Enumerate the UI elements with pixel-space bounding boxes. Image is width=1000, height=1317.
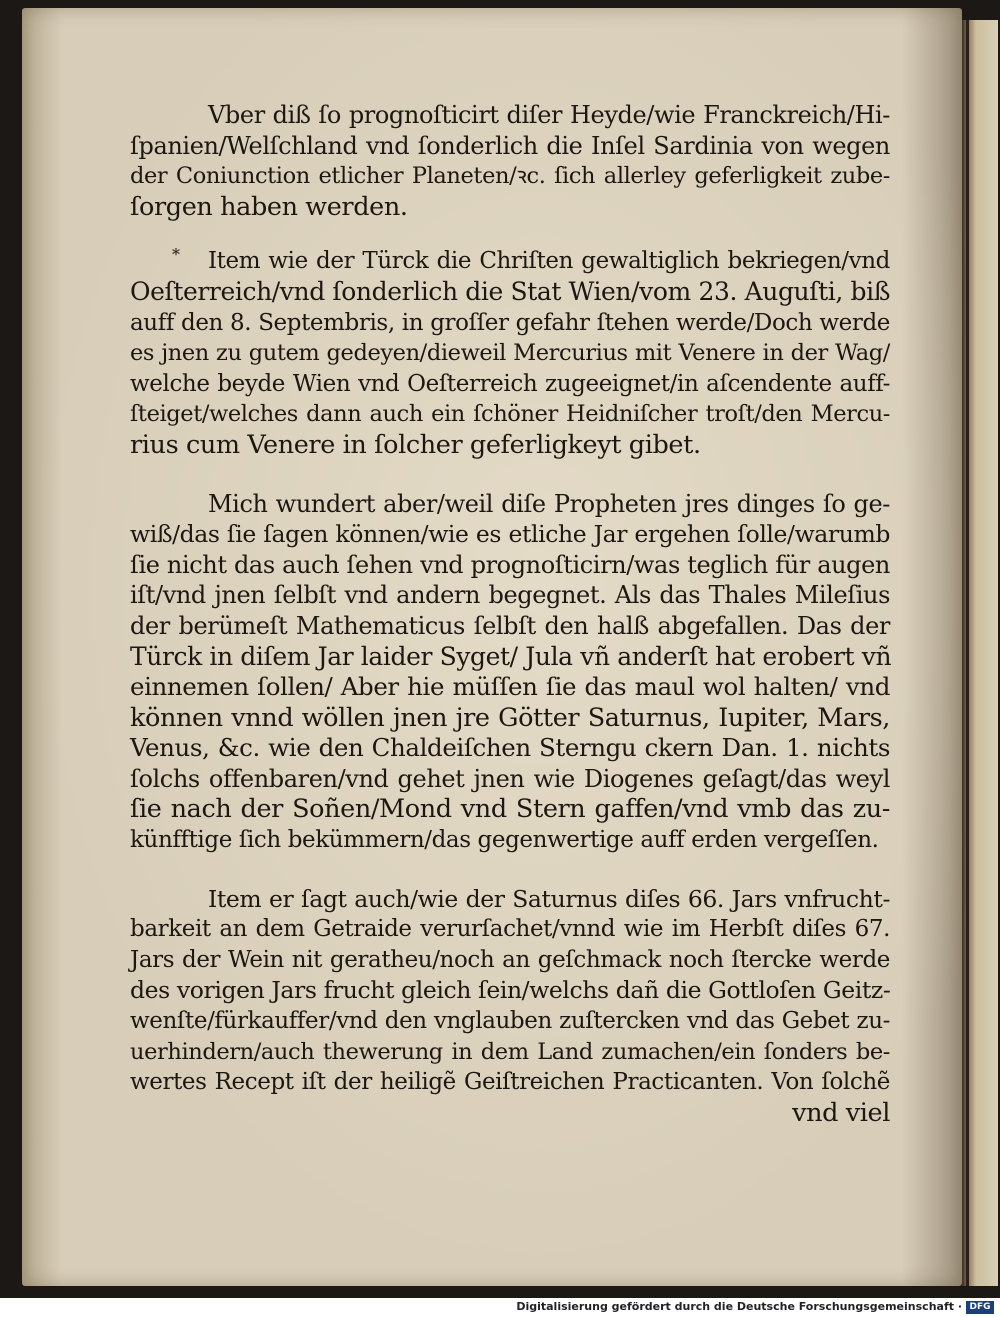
footer-banner	[0, 1298, 1000, 1317]
text-line: Oeſterreich/vnd ſonderlich die Stat Wien/vom 23. Auguſti, biß	[130, 276, 890, 306]
text-line: wenſte/fürkauffer/vnd den vnglauben zuſtercken vnd das Gebet zu-	[130, 1008, 890, 1035]
text-line: des vorigen Jars frucht gleich ſein/welchs dañ die Gottloſen Geitz-	[130, 976, 891, 1005]
text-line: ſolchs offenbaren/vnd gehet jnen wie Diogenes geſagt/das weyl	[130, 764, 890, 793]
text-line: Türck in diſem Jar laider Syget/ Jula vñ anderſt hat erobert vñ	[130, 641, 892, 671]
text-line: iſt/vnd jnen ſelbſt vnd andern begegnet. Als das Thales Mileſius	[130, 581, 890, 610]
text-line: ſteiget/welches dann auch ein ſchöner Heidniſcher troſt/den Mercu-	[130, 401, 890, 428]
paragraph-2	[130, 246, 890, 460]
text-line: Vber diß ſo prognoſticirt diſer Heyde/wie Franckreich/Hi-	[208, 101, 890, 129]
page-text-block	[130, 100, 890, 1128]
text-line: künfftige ſich bekümmern/das gegenwertige auff erden vergeſſen.	[130, 827, 879, 854]
text-line: wiß/das ſie ſagen können/wie es etliche Jar ergehen ſolle/warumb	[130, 520, 890, 549]
text-line: Venus, &c. wie den Chaldeiſchen Sterngu ckern Dan. 1. nichts	[130, 733, 890, 763]
text-line: der Coniunction etlicher Planeten/ꝛc. ſich allerley geferligkeit zube-	[130, 163, 890, 190]
dfg-logo-icon: DFG	[966, 1301, 994, 1314]
text-line: ſie nach der Soñen/Mond vnd Stern gaffen/vnd vmb das zu-	[130, 794, 890, 825]
text-line: rius cum Venere in ſolcher geferligkeyt gibet.	[130, 429, 701, 460]
paragraph-4	[130, 884, 890, 1129]
text-line: Item er ſagt auch/wie der Saturnus diſes 66. Jars vnfrucht-	[208, 884, 890, 913]
paragraph-3	[130, 489, 890, 856]
text-line: Item wie der Türck die Chriſten gewaltiglich bekriegen/vnd	[208, 248, 890, 275]
paragraph-1	[130, 100, 890, 222]
book-spine	[966, 20, 969, 1286]
margin-asterisk-mark: *	[172, 245, 180, 264]
text-line: ſorgen haben werden.	[130, 191, 408, 222]
text-line: der berümeſt Mathematicus ſelbſt den halß abgefallen. Das der	[130, 611, 890, 640]
text-line: Mich wundert aber/weil diſe Propheten jres dinges ſo ge-	[208, 489, 890, 518]
text-line: ſpanien/Welſchland vnd ſonderlich die Inſel Sardinia von wegen	[130, 131, 890, 160]
text-line: es jnen zu gutem gedeyen/dieweil Mercurius mit Venere in der Wag/	[130, 340, 890, 367]
text-line: welche beyde Wien vnd Oeſterreich zugeeignet/in aſcendente auff-	[130, 370, 890, 397]
text-line: können vnnd wöllen jnen jre Götter Saturnus, Iupiter, Mars,	[130, 702, 890, 733]
catchword: vnd viel	[792, 1097, 890, 1128]
text-line: ſie nicht das auch ſehen vnd prognoſticirn/was teglich für augen	[130, 550, 890, 579]
text-line: auff den 8. Septembris, in groſſer gefahr ſtehen werde/Doch werde	[130, 309, 890, 336]
text-line: barkeit an dem Getraide verurſachet/vnnd wie im Herbſt diſes 67.	[130, 916, 890, 943]
footer-credit: Digitalisierung gefördert durch die Deutsche Forschungsgemeinschaft ·	[516, 1300, 962, 1313]
text-line: einnemen ſollen/ Aber hie müſſen ſie das maul wol halten/ vnd	[130, 672, 890, 702]
text-line: wertes Recept iſt der heiligẽ Geiſtreichen Practicanten. Von ſolchẽ	[130, 1069, 890, 1096]
text-line: Jars der Wein nit geratheu/noch an geſchmack noch ſtercke werde	[130, 946, 890, 973]
text-line: uerhindern/auch thewerung in dem Land zumachen/ein ſonders be-	[130, 1038, 890, 1065]
